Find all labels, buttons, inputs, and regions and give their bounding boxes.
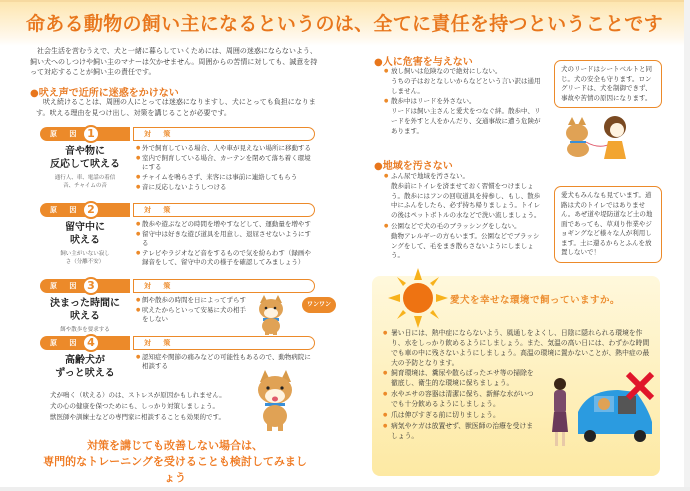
dirty-item xyxy=(384,172,544,221)
measure-header xyxy=(133,279,315,293)
cause-subtitle: 餌や散歩を要求する xyxy=(60,327,110,333)
cause-name-line: 音や物に xyxy=(65,146,105,157)
closing-message xyxy=(40,438,310,486)
section-title-barking: ●吠え声で近所に迷惑をかけない xyxy=(30,88,179,99)
measure-item: ● 外で飼育している場合、人や車が見えない場所に移動する xyxy=(136,144,316,153)
measure-item: ● 餌や散歩の時間を日によってずらす xyxy=(136,296,246,305)
happy-environment-title: 愛犬を幸せな環境で飼っていますか。 xyxy=(450,295,621,306)
dog-in-car-illustration xyxy=(548,372,660,452)
walking-girl-dog-illustration xyxy=(560,115,640,165)
section-text-barking: 吠え続けることは、周囲の人にとっては迷惑になりますし、犬にとっても負担になります。吠える理由を見つけ出し、対策を講じることが必要です。 xyxy=(36,98,316,117)
cause-header xyxy=(40,279,315,293)
page-bottom-edge xyxy=(0,487,690,491)
closing-line: 対策を講じても改善しない場合は、 xyxy=(87,439,263,452)
page-edge xyxy=(684,0,690,491)
closing-line: 専門的なトレーニングを受けることも検討してみましょう xyxy=(43,455,307,484)
harm-list xyxy=(384,67,544,138)
cause-label: 原 因 xyxy=(40,127,130,141)
barking-dog-illustration xyxy=(250,295,290,335)
measure-header xyxy=(133,127,315,141)
note-line: 犬が鳴く（吠える）のは、ストレスが原因かもしれません。 xyxy=(50,391,226,399)
measure-header xyxy=(133,336,315,350)
happy-item: ● 爪は伸びすぎる前に切りましょう。 xyxy=(383,410,538,420)
item-body: リードは飼い主さんと愛犬をつなぐ絆。散歩中、リードを外すと人をかんだり、交通事故に遭う危険があります。 xyxy=(391,107,541,135)
cause-block-4 xyxy=(40,336,315,379)
cause-block-1 xyxy=(40,127,315,191)
cause-name-line: ずっと吠える xyxy=(55,368,115,379)
measure-list xyxy=(136,296,246,325)
measure-label: 対 策 xyxy=(144,339,176,347)
cause-block-2 xyxy=(40,203,315,266)
happy-list xyxy=(383,368,538,442)
harm-item xyxy=(384,67,544,96)
measure-label: 対 策 xyxy=(144,206,176,214)
item-body: 散歩前にトイレを済ませておく習慣をつけましょう。散歩にはフンの回収道具を持参し、もし、散歩中にふんをしたら、必ず持ち帰りましょう。トイレの後はペットボトルの水などで洗い流しましょう。 xyxy=(391,181,541,220)
harm-item xyxy=(384,97,544,136)
cause-number: 3 xyxy=(82,277,100,295)
measure-item: ● 吠えたからといって安易に犬の相手をしない xyxy=(136,306,246,324)
item-head: 公園などで犬の毛のブラッシングをしない。 xyxy=(391,221,521,230)
cause-number: 4 xyxy=(82,334,100,352)
happy-item: ● 病気やケガは放置せず、獣医師の治療を受けましょう。 xyxy=(383,421,538,441)
section-title-dirty: ●地域を汚さない xyxy=(374,161,453,172)
sun-icon xyxy=(388,268,448,328)
cause-name-line: 高齢犬が xyxy=(65,355,105,366)
measure-item: ● 認知症や関節の痛みなどの可能性もあるので、動物病院に相談する xyxy=(136,353,316,371)
cause-block-3 xyxy=(40,279,315,333)
measure-item: ● チャイムを鳴らさず、来客には事前に連絡してもらう xyxy=(136,173,316,182)
advice-note xyxy=(50,390,260,423)
cause-name-line: 吠える xyxy=(70,311,100,322)
cause-label: 原 因 xyxy=(40,279,130,293)
happy-item: ● 水やエサの容器は清潔に保ち、新鮮な水がいつでも十分飲めるようにしましょう。 xyxy=(383,389,538,409)
item-body: うちの子はおとなしいからなどという言い訳は通用しません。 xyxy=(391,76,541,95)
measure-item: ● 音に反応しないようしつける xyxy=(136,183,316,192)
happy-item: ● 暑い日には、熱中症にならないよう、風通しをよくし、日陰に隠れられる環境を作り、水をしっかり飲めるようにしましょう。また、気温の高い日には、わずかな時間でも車の中に残さないようにしましょう。高温の環境に置かないことが、熱中症の最大の予防となります。 xyxy=(383,328,651,368)
measure-header xyxy=(133,203,315,217)
bark-speech-bubble: ワンワン xyxy=(302,297,336,313)
dirty-item xyxy=(384,222,544,261)
item-head: 散歩中はリードを外さない。 xyxy=(391,97,476,106)
item-head: ふん尿で地域を汚さない。 xyxy=(391,172,469,180)
item-body: 動物アレルギーの方もいます。公園などでブラッシングをして、毛をまき散らさないようにしましょう。 xyxy=(391,231,540,260)
happy-list-full xyxy=(383,328,651,369)
measure-label: 対 策 xyxy=(144,282,176,290)
measure-item: ● テレビやラジオなど音をするもので気を紛らわす（録画や録音をして、留守中の犬の様子を確認してみましょう） xyxy=(136,249,316,267)
happy-item: ● 飼育環境は、糞尿や散らばったエサ等の掃除を徹底し、衛生的な環境に保ちましょう。 xyxy=(383,368,538,388)
happy-dog-illustration xyxy=(250,370,300,432)
measure-item: ● 留守中は好きな遊び道具を用意し、退屈させないようにする xyxy=(136,230,316,248)
dirty-list xyxy=(384,172,544,262)
cause-name-line: 反応して吠える xyxy=(50,159,120,170)
item-head: 放し飼いは危険なので絶対にしない。 xyxy=(391,67,502,75)
note-line: 獣医師や訓練士などの専門家に相談することも効果的です。 xyxy=(50,413,225,421)
cause-subtitle: 飼い主がいない寂しさ（分離不安） xyxy=(60,251,110,265)
cause-header xyxy=(40,203,315,217)
cause-label: 原 因 xyxy=(40,336,130,350)
measure-list xyxy=(136,220,316,268)
cause-header xyxy=(40,336,315,350)
measure-list xyxy=(136,144,316,193)
cause-subtitle: 通行人、車、電話の着信音、チャイムの音 xyxy=(54,175,116,189)
toilet-speech-bubble: 愛犬もみんなも見ています。道路は犬のトイレではありません。あぜ道や堤防道など土の地面であっても、草刈り作業やジョギングなど様々な人が利用します。土に還るからとふんを放置しないで！ xyxy=(554,186,662,263)
cause-name-line: 吠える xyxy=(70,235,100,246)
page-title: 命ある動物の飼い主になるというのは、全てに責任を持つということです xyxy=(26,13,663,35)
measure-label: 対 策 xyxy=(144,130,176,138)
cause-number: 1 xyxy=(82,125,100,143)
note-line: 犬の心の健康を保つためにも、しっかり対策しましょう。 xyxy=(50,402,219,410)
cause-label: 原 因 xyxy=(40,203,130,217)
cause-number: 2 xyxy=(82,201,100,219)
section-title-harm: ●人に危害を与えない xyxy=(374,57,473,68)
intro-text: 社会生活を営むうえで、犬と一緒に暮らしていくためには、周囲の迷惑にならないよう、飼い犬へのしつけや飼い主のマナーは欠かせません。周囲からの苦情に対しても、誠意を持って対応することが飼い主の責任です。 xyxy=(30,47,318,76)
cause-name-line: 留守中に xyxy=(65,222,105,233)
cause-name-line: 決まった時間に xyxy=(50,298,120,309)
measure-item: ● 散歩や遊ぶなどの時間を増やすなどして、運動量を増やす xyxy=(136,220,316,229)
cause-header xyxy=(40,127,315,141)
leash-speech-bubble: 犬のリードはシートベルトと同じ。犬の安全も守ります。ロングリードは、犬を制御できず、事故や苦情の原因になります。 xyxy=(554,60,662,108)
measure-item: ● 室内で飼育している場合、カーテンを閉めて落ち着く環境にする xyxy=(136,154,316,172)
